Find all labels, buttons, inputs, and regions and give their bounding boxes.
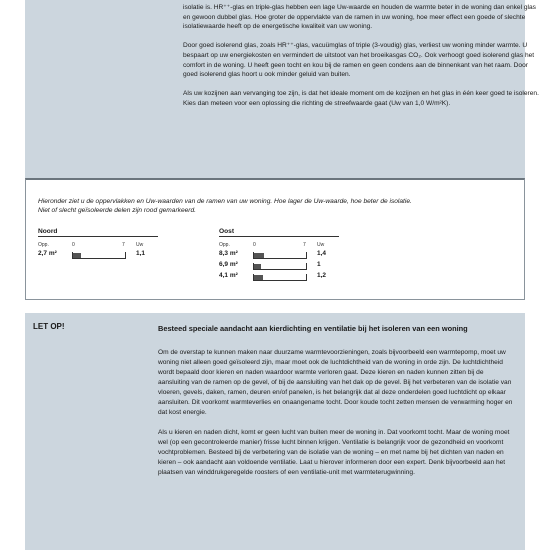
- top-info-panel: [25, 0, 539, 178]
- let-op-title: Besteed speciale aandacht aan kierdichting en ventilatie bij het isoleren van een woning: [158, 324, 468, 333]
- uw-value: 1: [317, 261, 321, 268]
- area-value: 2,7 m²: [38, 250, 57, 257]
- divider: [219, 236, 339, 237]
- uw-intro-line: Hieronder ziet u de oppervlakken en Uw-waarden van de ramen van uw woning. Hoe lager de Uw-waarde, hoe beter de isolatie.: [38, 198, 412, 205]
- window-row: [219, 272, 339, 282]
- uw-bar-fill: [73, 253, 81, 258]
- window-row: [219, 250, 339, 260]
- window-uw-values-box: [25, 178, 525, 300]
- paragraph: Door goed isolerend glas, zoals HR⁺⁺-glas, vacuümglas of triple (3-voudig) glas, verliest uw woning minder warmte. U bespaart op uw energiekosten en vermindert de uitstoot van het broeikasgas CO₂. Ook verhoogt goed isolerend glas het comfort in de woning. U heeft geen tocht en kou bij de ramen en geen condens aan de binnenkant van het raam. Door goed isolerend glas hoort u ook minder geluid van buiten.: [183, 42, 535, 79]
- uw-intro: [38, 197, 508, 216]
- let-op-body: [158, 348, 513, 488]
- uw-value: 1,2: [317, 272, 327, 279]
- divider: [38, 236, 158, 237]
- uw-value: 1,1: [136, 250, 146, 257]
- glass-info-text: [183, 3, 543, 118]
- header-opp: Opp.: [38, 242, 49, 248]
- group-oost: [219, 228, 339, 298]
- area-value: 8,3 m²: [219, 250, 238, 257]
- header-seven: 7: [122, 242, 125, 248]
- uw-bar: [253, 252, 307, 259]
- uw-bar: [253, 274, 307, 281]
- uw-bar-fill: [254, 264, 261, 269]
- header-uw: Uw: [317, 242, 325, 248]
- uw-bar-fill: [254, 253, 264, 258]
- window-row: [38, 250, 158, 260]
- uw-bar-fill: [254, 275, 263, 280]
- header-uw: Uw: [136, 242, 144, 248]
- paragraph: Als u kieren en naden dicht, komt er geen lucht van buiten meer de woning in. Dat voorkomt tocht. Maar de woning moet wel (op een gecontroleerde manier) frisse lucht binnen krijgen. Ventilatie is belangrijk voor de gezondheid en voorkomt vochtproblemen. Besteed bij de verbetering van de isolatie van de woning – en met name bij het dichten van naden en kieren – ook aandacht aan voldoende ventilatie. Laat u hierover informeren door een expert. Denk bijvoorbeeld aan het plaatsen van winddrukgeregelde roosters of een ventilatie-unit met warmteterugwinning.: [158, 429, 510, 476]
- uw-bar: [253, 263, 307, 270]
- header-seven: 7: [303, 242, 306, 248]
- group-noord: [38, 228, 158, 273]
- window-row: [219, 261, 339, 271]
- area-value: 4,1 m²: [219, 272, 238, 279]
- group-title: Oost: [219, 228, 235, 235]
- group-title: Noord: [38, 228, 58, 235]
- paragraph: isolatie is. HR⁺⁺-glas en triple-glas hebben een lage Uw-waarde en houden de warmte beter in de woning dan enkel glas en gewoon dubbel glas. Hoe groter de oppervlakte van de ramen in uw woning, hoe meer effect een goede of slechte isolatiewaarde heeft op de energetische kwaliteit van uw woning.: [183, 4, 536, 31]
- header-zero: 0: [72, 242, 75, 248]
- header-zero: 0: [253, 242, 256, 248]
- header-opp: Opp.: [219, 242, 230, 248]
- area-value: 6,9 m²: [219, 261, 238, 268]
- uw-bar: [72, 252, 126, 259]
- uw-value: 1,4: [317, 250, 327, 257]
- paragraph: Als uw kozijnen aan vervanging toe zijn, is dat het ideale moment om de kozijnen en het glas in één keer goed te isoleren. Kies dan meteen voor een oplossing die richting de streefwaarde gaat (Uw van 1,0 W/m²K).: [183, 90, 539, 107]
- paragraph: Om de overstap te kunnen maken naar duurzame warmtevoorzieningen, zoals bijvoorbeeld een warmtepomp, moet uw woning niet alleen goed geïsoleerd zijn, maar moet ook de luchtdichtheid van de woning in orde zijn. De luchtdichtheid wordt bepaald door kieren en naden waardoor warmte verloren gaat. Deze kieren en naden kunnen zitten bij de aansluiting van de ramen op de gevel, of bij de aansluiting van het dak op de gevel. Bij het verbeteren van de isolatie van vloeren, gevels, daken, ramen, deuren en/of panelen, is het belangrijk dat al deze onderdelen goed luchtdicht op elkaar aansluiten. Dit voorkomt warmteverlies en onaangename tocht. Door koude tocht zetten mensen de verwarming hoger en dat kost energie.: [158, 349, 513, 416]
- uw-intro-note: Niet of slecht geïsoleerde delen zijn rood gemarkeerd.: [38, 207, 196, 215]
- let-op-panel: [25, 313, 525, 550]
- let-op-label: LET OP!: [33, 322, 65, 331]
